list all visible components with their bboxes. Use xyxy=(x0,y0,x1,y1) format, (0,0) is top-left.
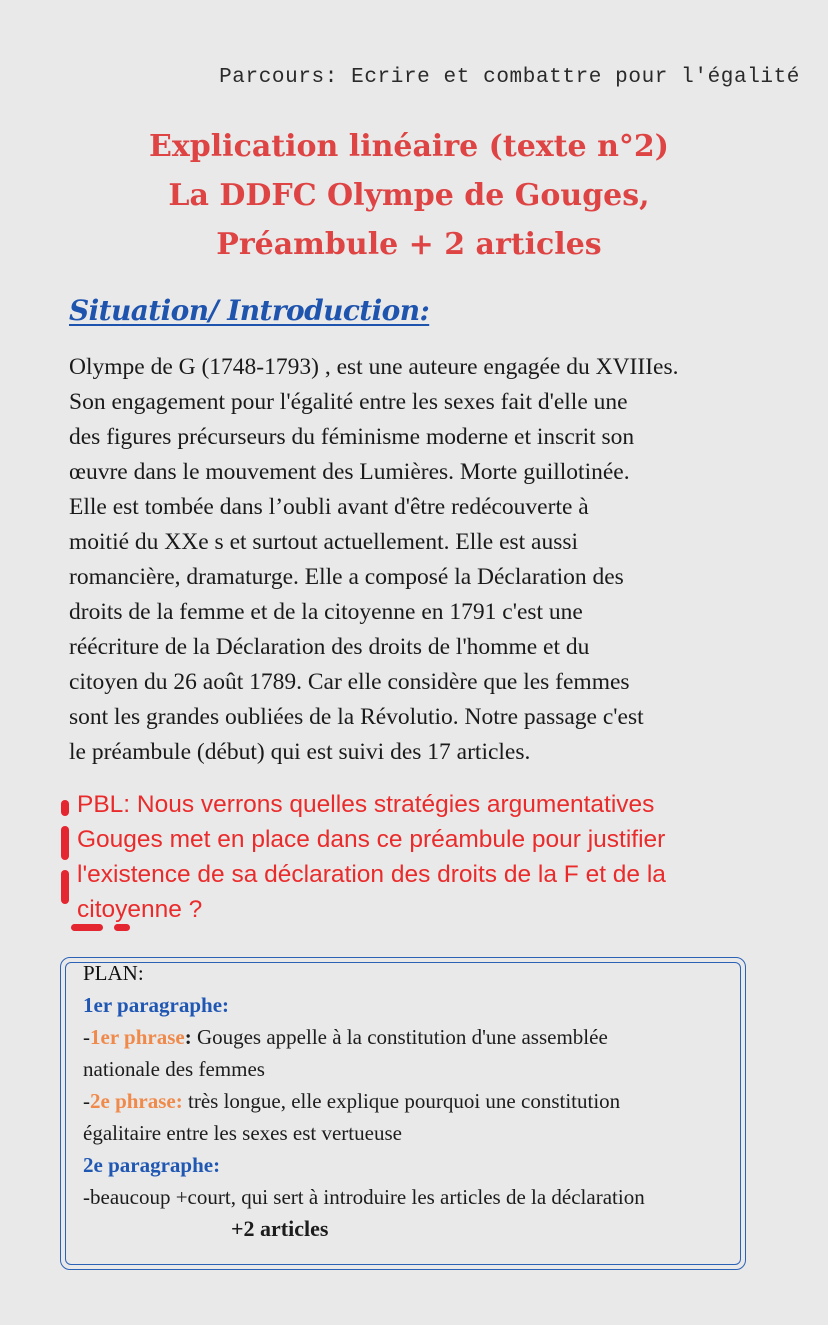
phrase-1-dash: - xyxy=(83,1025,90,1049)
page-title xyxy=(0,122,818,269)
pbl-line: l'existence de sa déclaration des droits de la F et de la xyxy=(77,861,666,888)
parcours-header: Parcours: Ecrire et combattre pour l'égalité xyxy=(219,66,800,89)
section-heading: Situation/ Introduction: xyxy=(69,294,430,327)
highlight-mark xyxy=(61,870,69,904)
intro-paragraph xyxy=(69,350,789,770)
phrase-1-text: Gouges appelle à la constitution d'une assemblée xyxy=(191,1025,608,1049)
pbl-line: PBL: Nous verrons quelles stratégies argumentatives xyxy=(77,791,655,818)
intro-line: œuvre dans le mouvement des Lumières. Morte guillotinée. xyxy=(69,459,630,485)
plan-title: PLAN: xyxy=(83,961,144,985)
paragraph-2-text: -beaucoup +court, qui sert à introduire les articles de la déclaration xyxy=(83,1185,645,1209)
intro-line: Olympe de G (1748-1793) , est une auteure engagée du XVIIIes. xyxy=(69,354,679,380)
paragraph-1-heading-line xyxy=(83,989,733,1021)
phrase-2-line xyxy=(83,1085,733,1117)
plan-content xyxy=(83,957,733,1245)
phrase-2-label: 2e phrase: xyxy=(90,1089,183,1113)
highlight-mark xyxy=(61,800,69,816)
phrase-1-line xyxy=(83,1021,733,1053)
intro-line: Elle est tombée dans l’oubli avant d'être redécouverte à xyxy=(69,494,589,520)
paragraph-2-heading-line xyxy=(83,1149,733,1181)
intro-line: des figures précurseurs du féminisme moderne et inscrit son xyxy=(69,424,635,450)
title-line-2: La DDFC Olympe de Gouges, xyxy=(168,178,650,213)
title-line-3: Préambule + 2 articles xyxy=(216,227,602,262)
phrase-1-continuation: nationale des femmes xyxy=(83,1057,265,1081)
paragraph-1-heading: 1er paragraphe xyxy=(83,993,223,1017)
intro-line: droits de la femme et de la citoyenne en 1791 c'est une xyxy=(69,599,583,625)
problematique xyxy=(77,787,797,927)
pbl-line: Gouges met en place dans ce préambule pour justifier xyxy=(77,826,666,853)
intro-line: réécriture de la Déclaration des droits de l'homme et du xyxy=(69,634,590,660)
phrase-2-continuation: égalitaire entre les sexes est vertueuse xyxy=(83,1121,402,1145)
pbl-line: citoyenne ? xyxy=(77,896,203,923)
intro-line: moitié du XXe s et surtout actuellement. Elle est aussi xyxy=(69,529,579,555)
intro-line: sont les grandes oubliées de la Révolutio. Notre passage c'est xyxy=(69,704,644,730)
phrase-2-dash: - xyxy=(83,1089,90,1113)
highlight-mark xyxy=(61,826,69,860)
phrase-1-colon: : xyxy=(184,1025,192,1049)
intro-line: romancière, dramaturge. Elle a composé la Déclaration des xyxy=(69,564,624,590)
phrase-1-label: 1er phrase xyxy=(90,1025,185,1049)
title-line-1: Explication linéaire (texte n°2) xyxy=(149,129,669,164)
intro-line: Son engagement pour l'égalité entre les sexes fait d'elle une xyxy=(69,389,628,415)
paragraph-2-colon: : xyxy=(213,1153,221,1177)
phrase-2-text: très longue, elle explique pourquoi une constitution xyxy=(182,1089,621,1113)
paragraph-1-colon: : xyxy=(222,993,230,1017)
paragraph-2-heading: 2e paragraphe xyxy=(83,1153,214,1177)
intro-line: citoyen du 26 août 1789. Car elle considère que les femmes xyxy=(69,669,630,695)
intro-line: le préambule (début) qui est suivi des 17 articles. xyxy=(69,739,531,765)
articles-note: +2 articles xyxy=(231,1216,329,1241)
